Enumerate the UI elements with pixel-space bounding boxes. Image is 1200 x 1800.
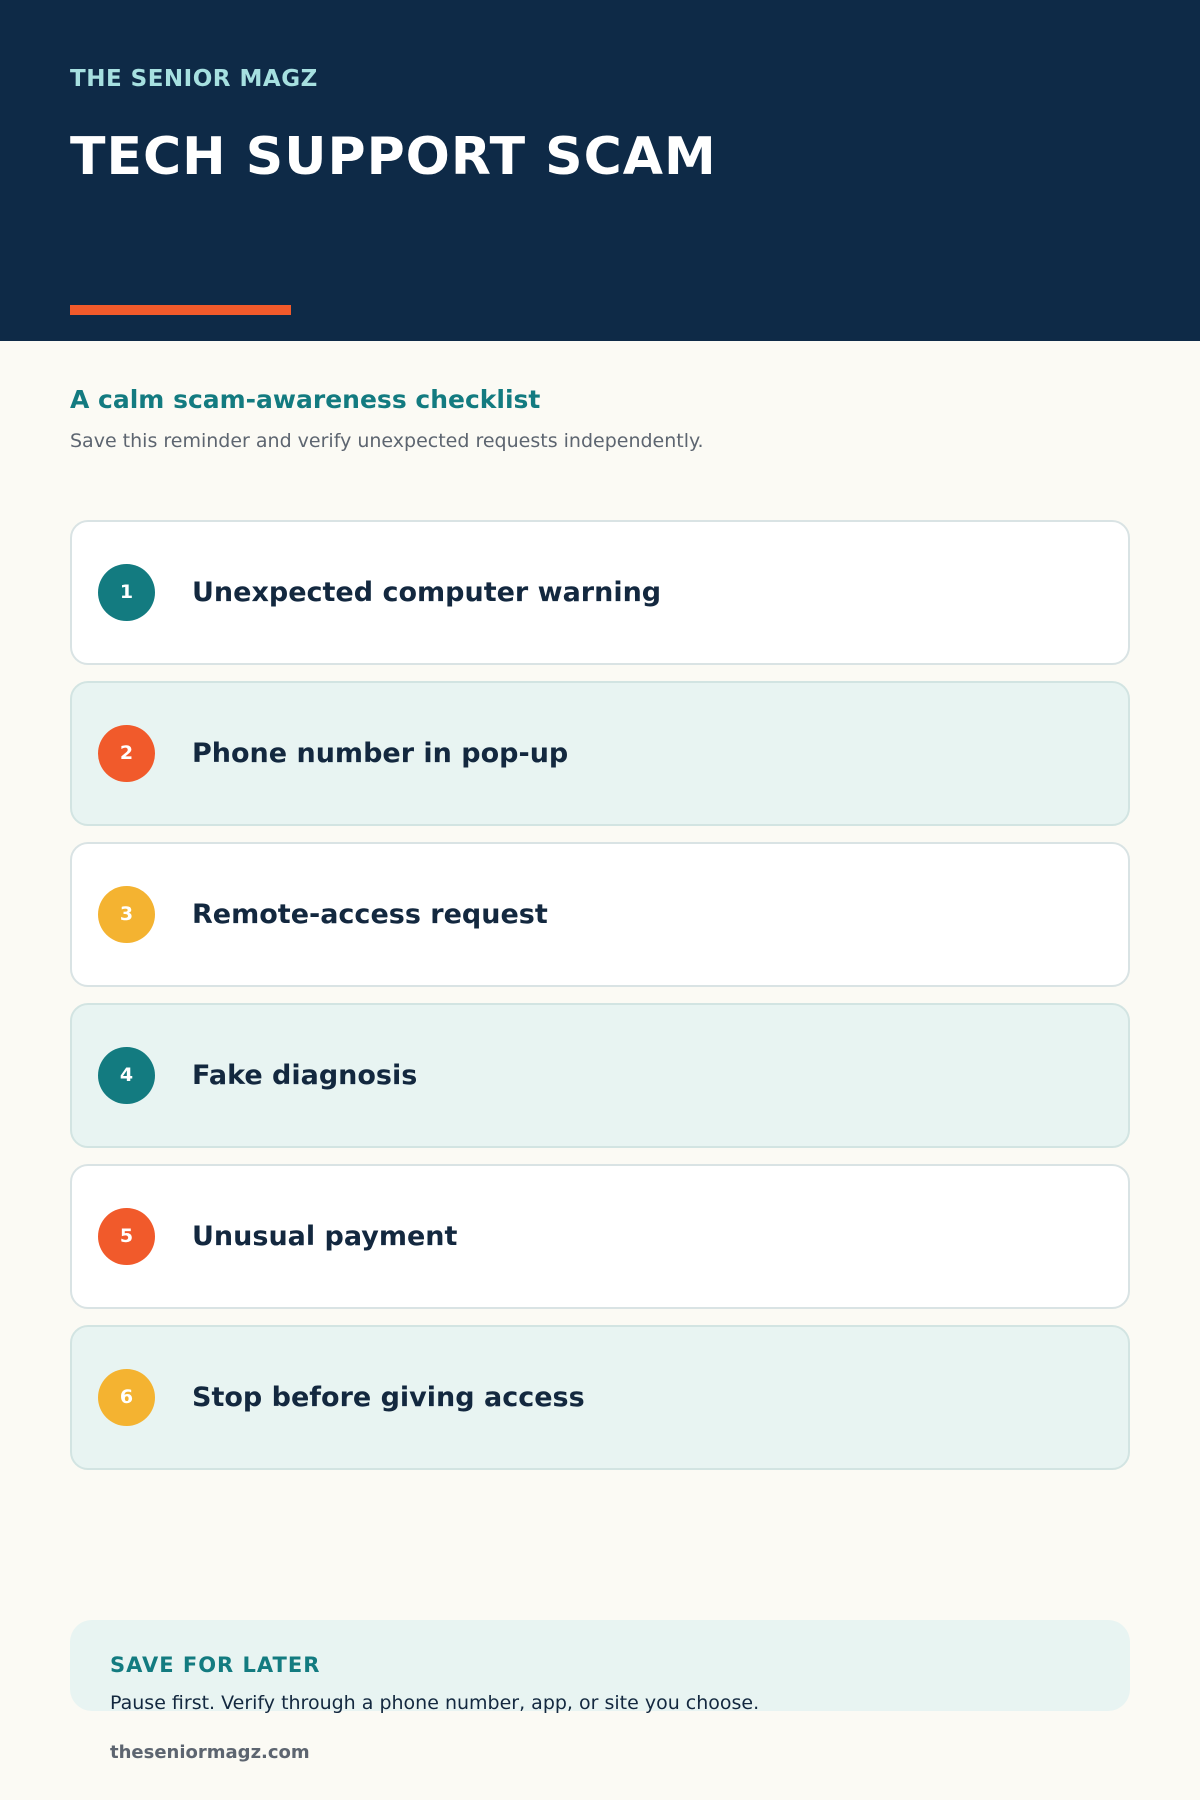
header-banner — [0, 0, 1200, 341]
brand-name: THE SENIOR MAGZ — [70, 66, 318, 92]
checklist-item-label: Stop before giving access — [192, 1382, 585, 1413]
intro-text: Save this reminder and verify unexpected requests independently. — [70, 430, 704, 452]
step-number-badge: 3 — [98, 886, 155, 943]
note-text: Pause first. Verify through a phone number, app, or site you choose. — [110, 1692, 760, 1714]
step-number-badge: 4 — [98, 1047, 155, 1104]
step-number-badge: 1 — [98, 564, 155, 621]
checklist-item-label: Fake diagnosis — [192, 1060, 418, 1091]
step-number-badge: 6 — [98, 1369, 155, 1426]
checklist — [70, 520, 1130, 1486]
checklist-item — [70, 842, 1130, 987]
checklist-item-label: Remote-access request — [192, 899, 548, 930]
step-number-badge: 5 — [98, 1208, 155, 1265]
checklist-subtitle: A calm scam-awareness checklist — [70, 385, 541, 414]
checklist-item-label: Unexpected computer warning — [192, 577, 662, 608]
checklist-item — [70, 1003, 1130, 1148]
checklist-item-label: Unusual payment — [192, 1221, 458, 1252]
note-heading: SAVE FOR LATER — [110, 1653, 321, 1677]
checklist-item — [70, 681, 1130, 826]
checklist-item-label: Phone number in pop-up — [192, 738, 569, 769]
title-accent-rule — [70, 305, 291, 315]
site-url[interactable]: theseniormagz.com — [110, 1742, 310, 1763]
checklist-item — [70, 520, 1130, 665]
page-title: TECH SUPPORT SCAM — [70, 127, 717, 187]
checklist-item — [70, 1325, 1130, 1470]
step-number-badge: 2 — [98, 725, 155, 782]
checklist-item — [70, 1164, 1130, 1309]
